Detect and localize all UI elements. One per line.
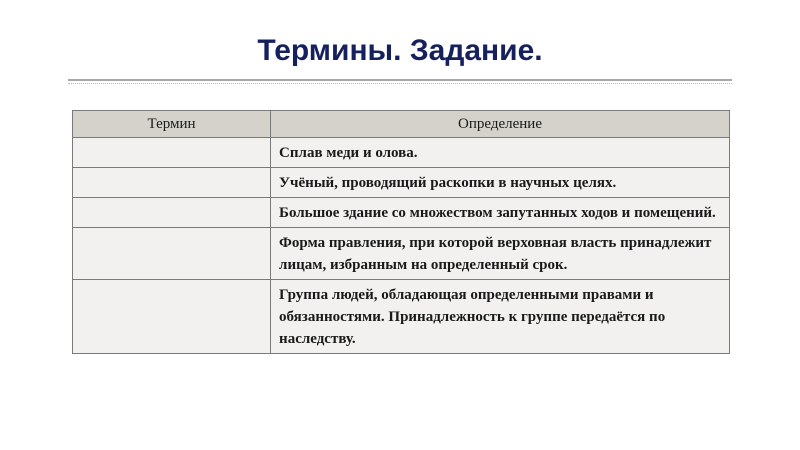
term-cell[interactable] [73,138,271,168]
definition-cell: Сплав меди и олова. [271,138,730,168]
table-row [73,138,730,168]
definition-cell: Группа людей, обладающая определенными правами и обязанностями. Принадлежность к группе передаётся по наследству. [271,280,730,354]
header-definition: Определение [271,111,730,138]
definition-cell: Форма правления, при которой верховная власть принадлежит лицам, избранным на определенный срок. [271,228,730,280]
terms-table [72,110,730,354]
definition-cell: Учёный, проводящий раскопки в научных целях. [271,168,730,198]
term-cell[interactable] [73,168,271,198]
slide-title: Термины. Задание. [257,34,543,67]
term-cell[interactable] [73,228,271,280]
table-row [73,228,730,280]
table-row [73,198,730,228]
term-cell[interactable] [73,198,271,228]
definition-cell: Большое здание со множеством запутанных ходов и помещений. [271,198,730,228]
table-row [73,168,730,198]
title-divider-dotted [68,83,732,84]
header-term: Термин [73,111,271,138]
term-cell[interactable] [73,280,271,354]
title-divider [68,79,732,81]
table-header-row [73,111,730,138]
table-row [73,280,730,354]
